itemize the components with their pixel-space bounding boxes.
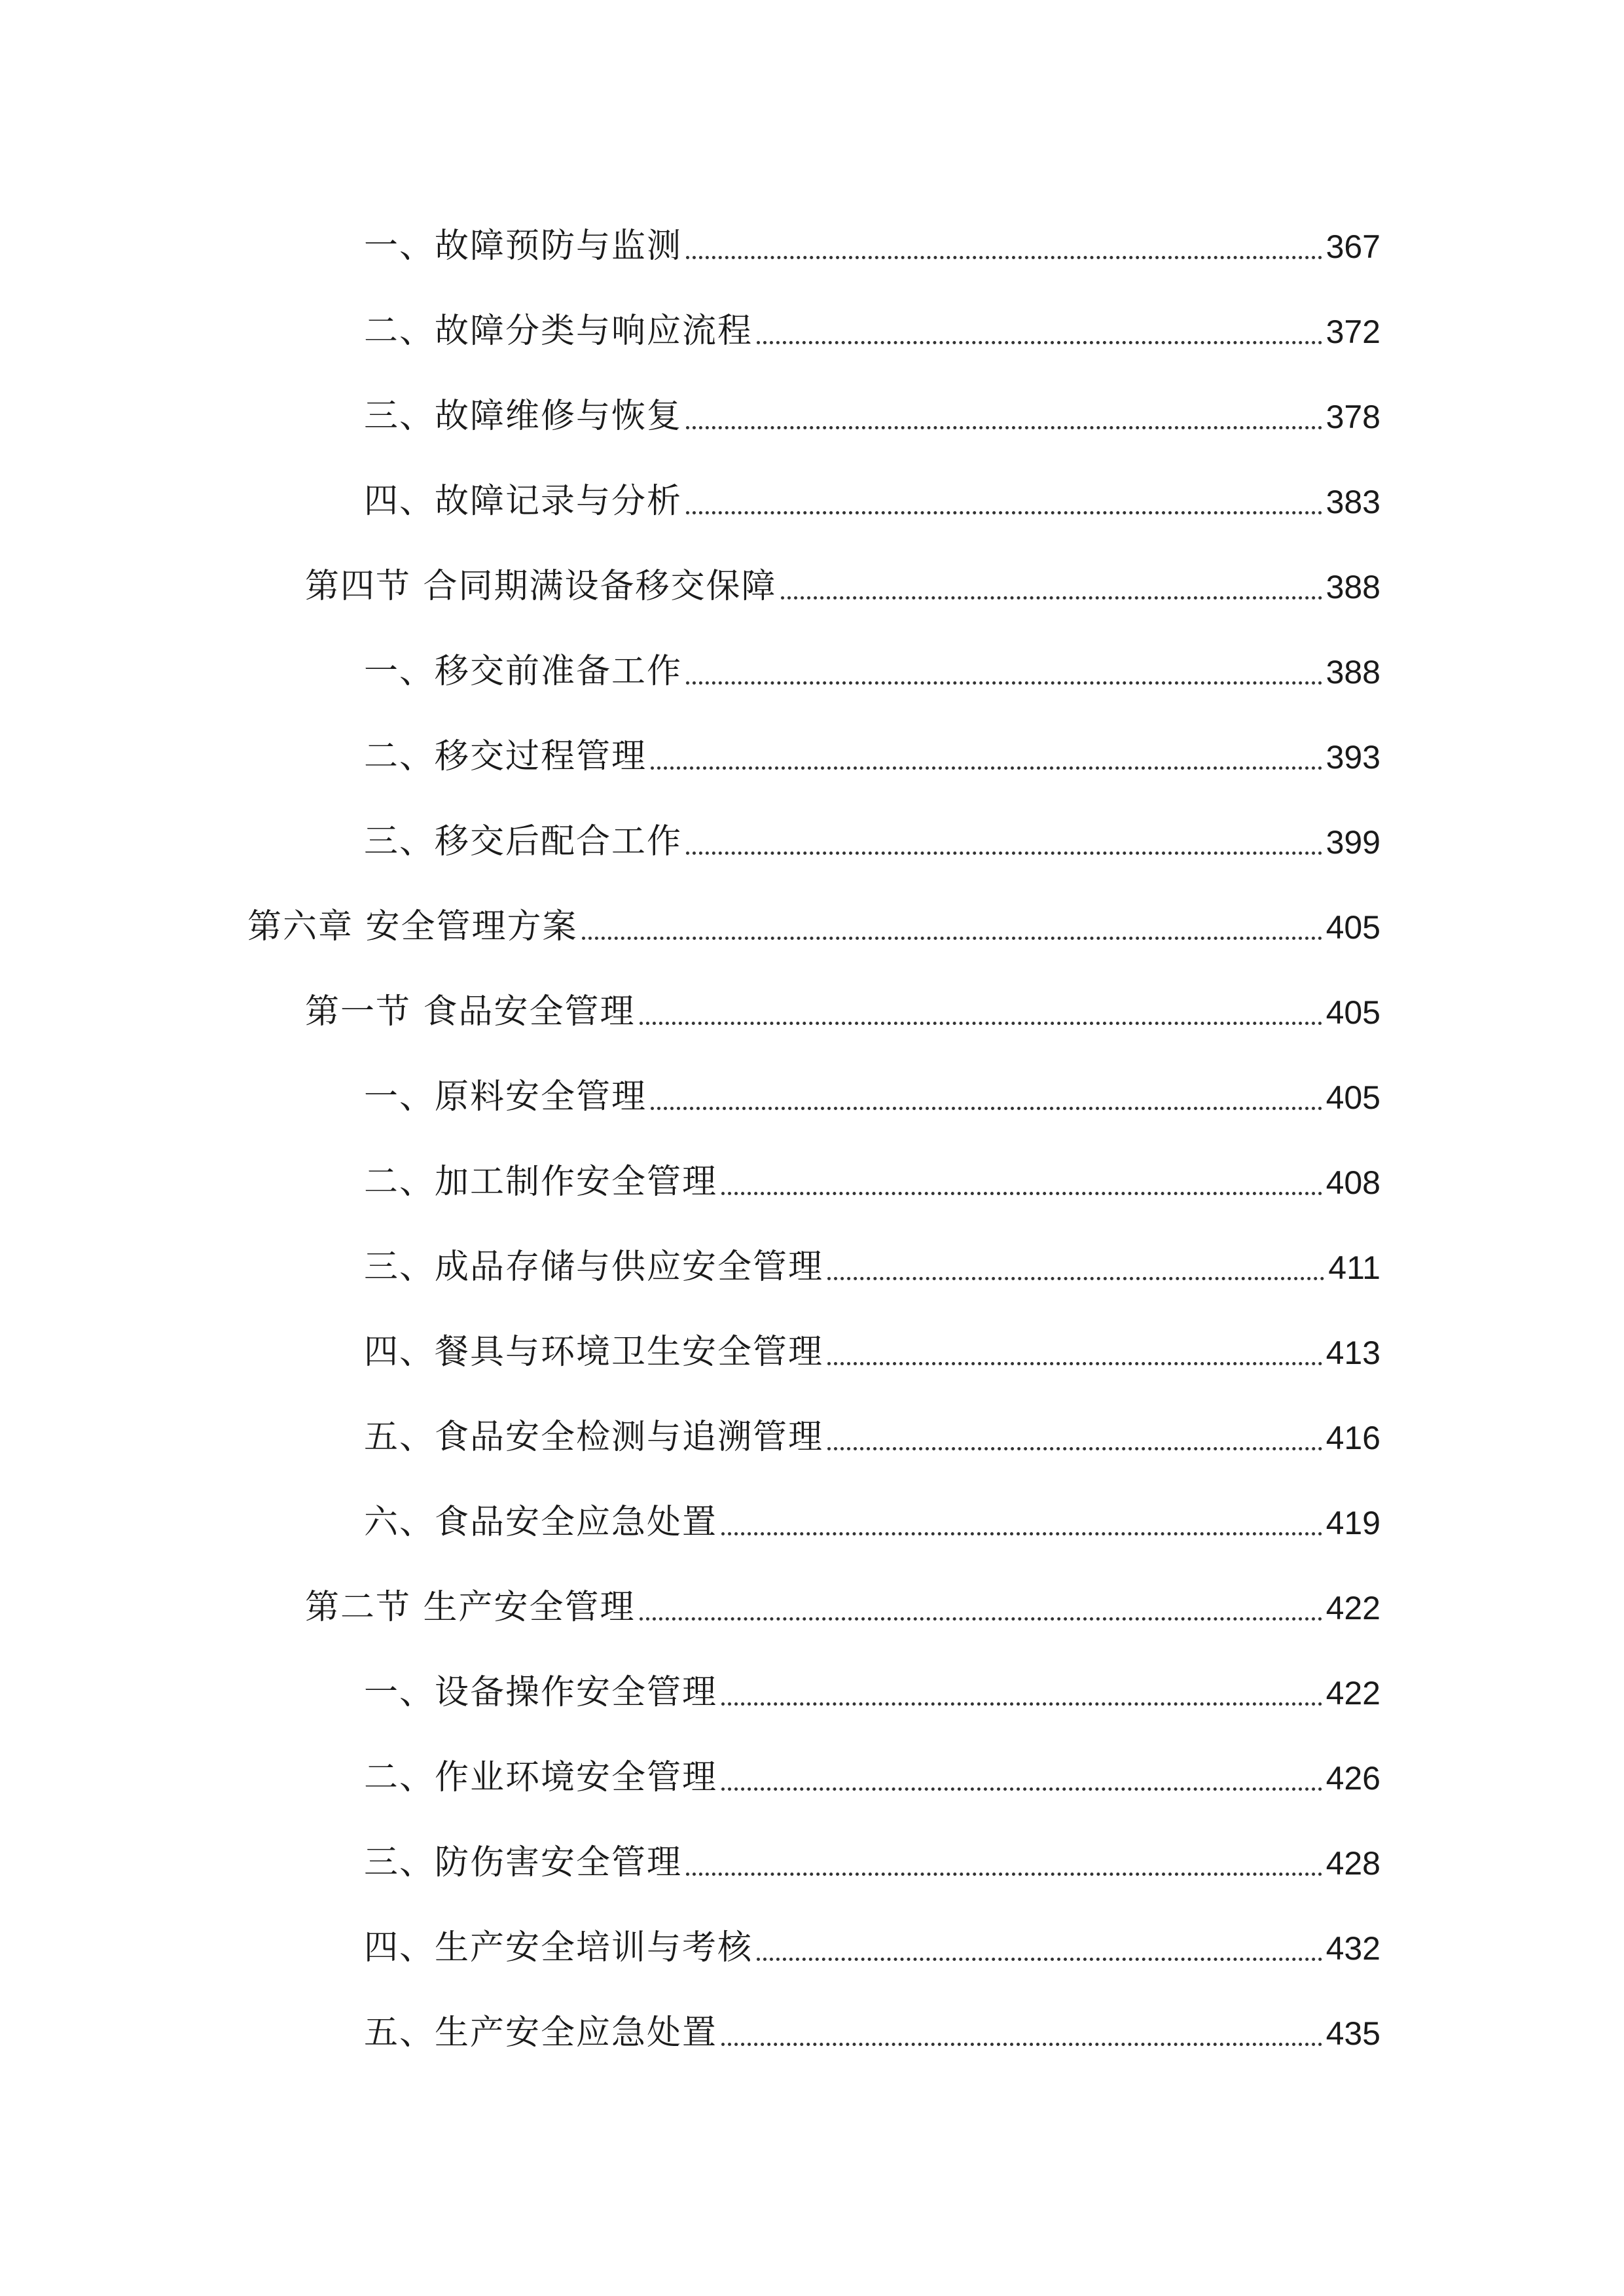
toc-entry-chapter[interactable] — [247, 885, 1380, 944]
toc-entry-page: 372 — [1326, 314, 1380, 350]
toc-entry-page: 413 — [1326, 1335, 1380, 1371]
dot-leader — [651, 766, 1322, 770]
dot-leader — [640, 1617, 1322, 1621]
toc-entry[interactable] — [364, 1906, 1380, 1965]
toc-entry-title: 三、故障维修与恢复 — [364, 397, 683, 436]
dot-leader — [781, 596, 1322, 600]
toc-entry[interactable] — [364, 800, 1380, 859]
dot-leader — [721, 2043, 1322, 2046]
toc-entry-page: 405 — [1326, 1079, 1380, 1116]
toc-entry-section[interactable] — [305, 1566, 1380, 1627]
dot-leader — [827, 1362, 1322, 1365]
toc-entry[interactable] — [364, 1055, 1380, 1117]
toc-entry-page: 426 — [1326, 1760, 1380, 1797]
toc-entry-title: 第四节 合同期满设备移交保障 — [305, 567, 777, 606]
toc-entry-page: 383 — [1326, 484, 1380, 520]
toc-entry[interactable] — [364, 1140, 1380, 1202]
toc-entry[interactable] — [364, 1991, 1380, 2053]
toc-entry-title: 一、故障预防与监测 — [364, 226, 683, 266]
toc-entry-page: 432 — [1326, 1930, 1380, 1967]
dot-leader — [721, 1787, 1322, 1791]
dot-leader — [686, 256, 1322, 259]
toc-entry[interactable] — [364, 1225, 1380, 1287]
toc-entry-title: 二、故障分类与响应流程 — [364, 312, 753, 351]
dot-leader — [640, 1022, 1322, 1025]
toc-entry[interactable] — [364, 1821, 1380, 1880]
toc-entry-page: 405 — [1326, 994, 1380, 1031]
toc-entry[interactable] — [364, 715, 1380, 774]
toc-entry-page: 388 — [1326, 569, 1380, 605]
toc-entry-page: 367 — [1326, 228, 1380, 265]
dot-leader — [827, 1447, 1322, 1450]
dot-leader — [582, 937, 1322, 940]
toc-entry-title: 三、成品存储与供应安全管理 — [364, 1247, 824, 1287]
toc-entry-title: 第六章 安全管理方案 — [247, 907, 578, 946]
toc-entry-title: 六、食品安全应急处置 — [364, 1503, 718, 1542]
toc-entry[interactable] — [364, 1310, 1380, 1372]
toc-entry-title: 二、移交过程管理 — [364, 737, 647, 776]
toc-entry-title: 五、生产安全应急处置 — [364, 2013, 718, 2053]
toc-entry-section[interactable] — [305, 970, 1380, 1029]
toc-entry[interactable] — [364, 1395, 1380, 1457]
toc-entry-page: 399 — [1326, 824, 1380, 861]
dot-leader — [686, 511, 1322, 514]
toc-entry-title: 四、餐具与环境卫生安全管理 — [364, 1333, 824, 1372]
toc-entry-page: 405 — [1326, 909, 1380, 946]
toc-entry-title: 一、移交前准备工作 — [364, 652, 683, 691]
toc-entry[interactable] — [364, 1651, 1380, 1710]
toc-entry-page: 428 — [1326, 1845, 1380, 1882]
dot-leader — [721, 1192, 1322, 1195]
toc-entry-page: 378 — [1326, 399, 1380, 435]
toc-entry[interactable] — [364, 630, 1380, 689]
toc-entry-page: 393 — [1326, 739, 1380, 776]
toc-entry-title: 四、故障记录与分析 — [364, 482, 683, 521]
dot-leader — [686, 1873, 1322, 1876]
toc-entry-page: 419 — [1326, 1505, 1380, 1541]
dot-leader — [686, 426, 1322, 429]
toc-entry-title: 一、设备操作安全管理 — [364, 1673, 718, 1712]
toc-entry-page: 411 — [1328, 1249, 1380, 1286]
toc-entry-page: 388 — [1326, 654, 1380, 691]
dot-leader — [721, 1702, 1322, 1706]
toc-entry-title: 二、加工制作安全管理 — [364, 1162, 718, 1202]
toc-entry-page: 408 — [1326, 1164, 1380, 1201]
toc-entry-title: 第二节 生产安全管理 — [305, 1588, 636, 1627]
toc-entry-page: 422 — [1326, 1590, 1380, 1626]
dot-leader — [827, 1277, 1324, 1280]
dot-leader — [686, 681, 1322, 685]
dot-leader — [686, 852, 1322, 855]
toc-entry[interactable] — [364, 1736, 1380, 1795]
dot-leader — [651, 1107, 1322, 1110]
dot-leader — [757, 341, 1322, 344]
dot-leader — [721, 1532, 1322, 1535]
toc-entry[interactable] — [364, 459, 1380, 521]
toc-entry-page: 422 — [1326, 1675, 1380, 1712]
toc-entry-title: 一、原料安全管理 — [364, 1077, 647, 1117]
toc-entry-title: 三、移交后配合工作 — [364, 822, 683, 861]
toc-entry-title: 五、食品安全检测与追溯管理 — [364, 1418, 824, 1457]
dot-leader — [757, 1958, 1322, 1961]
toc-entry[interactable] — [364, 289, 1380, 351]
toc-entry-title: 二、作业环境安全管理 — [364, 1758, 718, 1797]
toc-entry-title: 第一节 食品安全管理 — [305, 992, 636, 1031]
toc-entry-page: 416 — [1326, 1420, 1380, 1456]
toc-entry[interactable] — [364, 1480, 1380, 1542]
toc-entry-section[interactable] — [305, 545, 1380, 606]
toc-entry-title: 四、生产安全培训与考核 — [364, 1928, 753, 1967]
toc-entry-title: 三、防伤害安全管理 — [364, 1843, 683, 1882]
toc-entry[interactable] — [364, 374, 1380, 436]
toc-entry[interactable] — [364, 204, 1380, 266]
toc-entry-page: 435 — [1326, 2015, 1380, 2052]
